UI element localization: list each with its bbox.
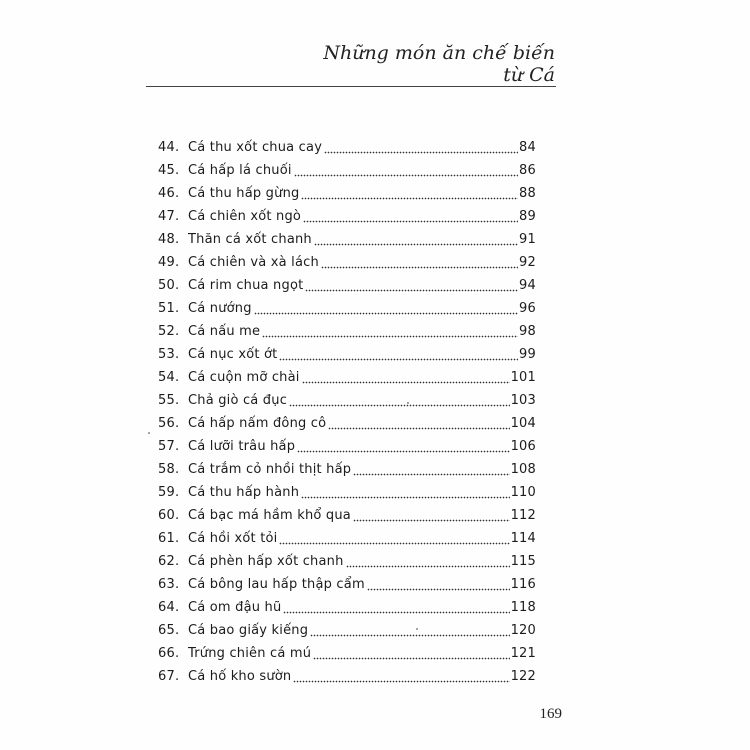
toc-dot-leader xyxy=(313,657,509,660)
toc-dot-leader xyxy=(301,496,509,499)
toc-dot-leader xyxy=(324,151,518,154)
toc-dot-leader xyxy=(353,519,510,522)
toc-entry xyxy=(158,596,536,619)
toc-dot-leader xyxy=(328,427,509,430)
toc-entry-page: 118 xyxy=(510,600,536,615)
toc-entry xyxy=(158,366,536,389)
toc-entry-page: 86 xyxy=(519,163,536,178)
toc-entry-number: 59. xyxy=(158,485,180,500)
toc-entry-title: Cá cuộn mỡ chài xyxy=(188,370,300,385)
toc-entry-page: 122 xyxy=(510,669,536,684)
toc-entry-page: 99 xyxy=(519,347,536,362)
toc-entry-number: 45. xyxy=(158,163,180,178)
toc-entry-number: 48. xyxy=(158,232,180,247)
toc-entry-title: Cá chiên và xà lách xyxy=(188,255,319,270)
header-rule xyxy=(146,86,556,87)
running-header-title: Những món ăn chế biến từ Cá xyxy=(323,42,555,86)
toc-entry-page: 84 xyxy=(519,140,536,155)
toc-dot-leader xyxy=(289,404,510,407)
toc-entry-number: 64. xyxy=(158,600,180,615)
toc-dot-leader xyxy=(310,634,509,637)
toc-dot-leader xyxy=(294,174,518,177)
toc-entry xyxy=(158,297,536,320)
toc-entry xyxy=(158,205,536,228)
toc-entry xyxy=(158,251,536,274)
toc-entry-number: 49. xyxy=(158,255,180,270)
toc-entry-page: 110 xyxy=(510,485,536,500)
toc-entry-page: 101 xyxy=(510,370,536,385)
paper-speck xyxy=(416,628,418,630)
toc-entry xyxy=(158,182,536,205)
toc-entry-page: 114 xyxy=(510,531,536,546)
toc-entry-number: 47. xyxy=(158,209,180,224)
toc-entry-title: Cá nấu me xyxy=(188,324,261,339)
toc-entry-number: 55. xyxy=(158,393,180,408)
toc-dot-leader xyxy=(279,358,518,361)
toc-entry-title: Cá rim chua ngọt xyxy=(188,278,304,293)
toc-dot-leader xyxy=(254,312,518,315)
toc-dot-leader xyxy=(283,611,509,614)
toc-entry-number: 66. xyxy=(158,646,180,661)
toc-entry-page: 92 xyxy=(519,255,536,270)
toc-dot-leader xyxy=(346,565,510,568)
toc-entry xyxy=(158,274,536,297)
toc-dot-leader xyxy=(353,473,509,476)
toc-dot-leader xyxy=(301,197,518,200)
toc-entry-number: 54. xyxy=(158,370,180,385)
toc-entry-title: Cá nướng xyxy=(188,301,252,316)
toc-dot-leader xyxy=(302,381,510,384)
toc-entry-title: Cá trắm cỏ nhồi thịt hấp xyxy=(188,462,352,477)
toc-entry-number: 56. xyxy=(158,416,180,431)
toc-dot-leader xyxy=(305,289,518,292)
toc-entry-title: Trứng chiên cá mú xyxy=(188,646,312,661)
toc-dot-leader xyxy=(367,588,510,591)
toc-entry-page: 106 xyxy=(510,439,536,454)
toc-entry xyxy=(158,136,536,159)
table-of-contents xyxy=(158,136,536,688)
toc-dot-leader xyxy=(279,542,509,545)
toc-entry-number: 46. xyxy=(158,186,180,201)
toc-entry-number: 63. xyxy=(158,577,180,592)
toc-dot-leader xyxy=(321,266,518,269)
toc-entry xyxy=(158,642,536,665)
toc-entry-title: Cá lưỡi trâu hấp xyxy=(188,439,296,454)
toc-entry-number: 60. xyxy=(158,508,180,523)
toc-entry-title: Cá bông lau hấp thập cẩm xyxy=(188,577,365,592)
toc-entry xyxy=(158,550,536,573)
toc-entry xyxy=(158,665,536,688)
toc-entry-page: 98 xyxy=(519,324,536,339)
toc-entry xyxy=(158,504,536,527)
toc-entry-number: 58. xyxy=(158,462,180,477)
toc-entry-page: 88 xyxy=(519,186,536,201)
toc-dot-leader xyxy=(314,243,518,246)
toc-entry-number: 57. xyxy=(158,439,180,454)
paper-speck xyxy=(148,432,150,434)
toc-entry-title: Cá nục xốt ớt xyxy=(188,347,278,362)
toc-entry xyxy=(158,159,536,182)
toc-entry-number: 50. xyxy=(158,278,180,293)
toc-entry xyxy=(158,619,536,642)
toc-entry-number: 44. xyxy=(158,140,180,155)
toc-entry xyxy=(158,481,536,504)
toc-entry-title: Cá hấp nấm đông cô xyxy=(188,416,327,431)
toc-entry xyxy=(158,458,536,481)
toc-entry-title: Cá thu hấp gừng xyxy=(188,186,300,201)
toc-entry-page: 112 xyxy=(510,508,536,523)
toc-entry-number: 61. xyxy=(158,531,180,546)
toc-dot-leader xyxy=(262,335,518,338)
toc-entry xyxy=(158,343,536,366)
toc-entry-number: 51. xyxy=(158,301,180,316)
toc-entry-title: Chả giò cá đục xyxy=(188,393,288,408)
toc-entry-number: 53. xyxy=(158,347,180,362)
page-number: 169 xyxy=(539,706,562,722)
toc-entry-page: 94 xyxy=(519,278,536,293)
toc-entry-title: Cá hấp lá chuối xyxy=(188,163,292,178)
toc-dot-leader xyxy=(303,220,518,223)
toc-entry-title: Cá hố kho sườn xyxy=(188,669,292,684)
toc-entry xyxy=(158,320,536,343)
toc-entry-title: Cá thu hấp hành xyxy=(188,485,300,500)
toc-entry-title: Cá thu xốt chua cay xyxy=(188,140,323,155)
toc-entry-title: Thăn cá xốt chanh xyxy=(188,232,312,247)
toc-entry-page: 104 xyxy=(510,416,536,431)
toc-entry-page: 96 xyxy=(519,301,536,316)
toc-entry-title: Cá om đậu hũ xyxy=(188,600,282,615)
toc-entry-number: 52. xyxy=(158,324,180,339)
toc-dot-leader xyxy=(293,680,509,683)
toc-entry-number: 67. xyxy=(158,669,180,684)
toc-entry-title: Cá bao giấy kiếng xyxy=(188,623,309,638)
toc-entry-page: 108 xyxy=(510,462,536,477)
toc-dot-leader xyxy=(297,450,509,453)
paper-speck xyxy=(407,402,409,404)
toc-entry-page: 89 xyxy=(519,209,536,224)
toc-entry-number: 62. xyxy=(158,554,180,569)
toc-entry-number: 65. xyxy=(158,623,180,638)
toc-entry-page: 91 xyxy=(519,232,536,247)
toc-entry xyxy=(158,389,536,412)
toc-entry xyxy=(158,435,536,458)
toc-entry xyxy=(158,573,536,596)
toc-entry-page: 103 xyxy=(510,393,536,408)
toc-entry xyxy=(158,527,536,550)
toc-entry-title: Cá phèn hấp xốt chanh xyxy=(188,554,344,569)
toc-entry-page: 120 xyxy=(510,623,536,638)
toc-entry-title: Cá hồi xốt tỏi xyxy=(188,531,278,546)
toc-entry-page: 116 xyxy=(510,577,536,592)
toc-entry-page: 115 xyxy=(510,554,536,569)
toc-entry-page: 121 xyxy=(510,646,536,661)
toc-entry xyxy=(158,228,536,251)
toc-entry-title: Cá bạc má hầm khổ qua xyxy=(188,508,351,523)
toc-entry xyxy=(158,412,536,435)
toc-entry-title: Cá chiên xốt ngò xyxy=(188,209,302,224)
